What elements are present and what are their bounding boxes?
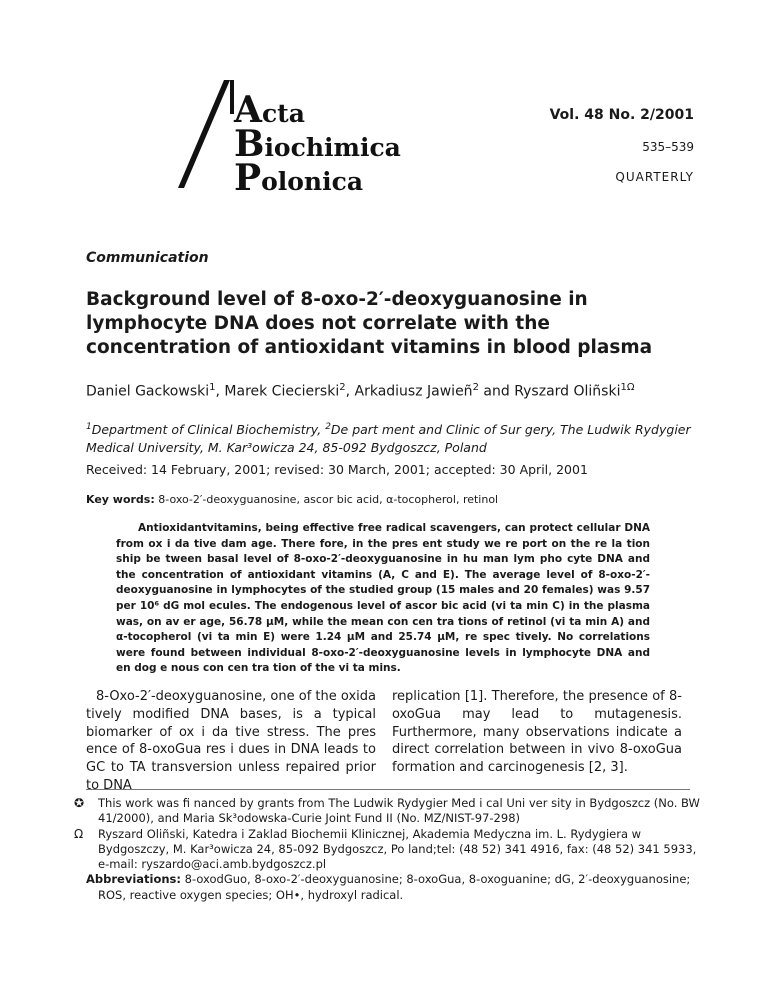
abbreviations-label: Abbreviations: (86, 872, 182, 887)
abstract (116, 521, 650, 677)
author-separator: , (345, 383, 355, 400)
abbreviations-text: 8-oxodGuo, 8-oxo-2′-deoxyguanosine; 8-oxoGua, 8-oxoguanine; dG, 2′-deoxyguanosine; ROS, reactive oxygen species; OH•, hydroxyl radical. (98, 872, 691, 902)
funding-text: This work was fi nanced by grants from The Ludwik Rydygier Med i cal Uni ver sity in Bydgoszcz (No. BW 41/2000), and Maria Sk³odowska-Curie Joint Fund II (No. MZ/NIST-97-298) (98, 796, 700, 826)
logo-line-acta: Acta (234, 89, 305, 131)
abbreviations-footnote (86, 872, 700, 903)
author-affil-mark: 2 (472, 382, 479, 393)
corresponding-text: Ryszard Oliñski, Katedra i Zaklad Biochemii Klinicznej, Akademia Medyczna im. L. Rydygiera w Bydgoszczy, M. Kar³owicza 24, 85-092 Bydgoszcz, Po land;tel: (48 52) 341 4916, fax: (48 52) 341 5933, e-mail: ryszardo@aci.amb.bydgoszcz.pl (98, 826, 697, 872)
author-affil-mark: 1Ω (620, 382, 635, 393)
corresponding-mark-icon: Ω (74, 826, 84, 841)
author-separator: , (215, 383, 225, 400)
author-affil-mark: 1 (209, 382, 216, 393)
author-name: Marek Ciecierski (224, 383, 340, 400)
affiliation-2: De part ment and Clinic of Sur gery, The Ludwik Rydygier Medical University, M. Kar³owicza 24, 85-092 Bydgoszcz, Poland (86, 422, 691, 456)
page-range: 535–539 (642, 140, 694, 154)
body-paragraph: replication [1]. Therefore, the presence of 8-oxoGua may lead to mutagenesis. Furthermore, many observations indicate a direct correlation between in vivo 8-oxoGua formation and carcinogenesis [2, 3]. (392, 689, 682, 776)
logo-slash-graphic (172, 78, 242, 190)
author-affil-mark: 2 (339, 382, 346, 393)
body-column-left (86, 688, 376, 795)
affiliations (86, 418, 696, 457)
author-name: Daniel Gackowski (86, 383, 210, 400)
footnote-divider (86, 789, 690, 790)
author-name: Ryszard Oliñski (514, 383, 621, 400)
logo-line-polonica: Polonica (234, 157, 364, 199)
journal-logo (172, 78, 408, 199)
publication-frequency: QUARTERLY (615, 170, 694, 184)
corresponding-footnote (74, 826, 700, 873)
author-separator: and (478, 383, 515, 400)
keywords-list: 8-oxo-2′-deoxyguanosine, ascor bic acid, α-tocopherol, retinol (158, 493, 499, 506)
funding-footnote (74, 796, 700, 827)
affil-mark-2: 2 (325, 422, 331, 432)
keywords (86, 493, 498, 506)
affiliation-1: Department of Clinical Biochemistry, (91, 422, 326, 438)
volume-info: Vol. 48 No. 2/2001 (549, 107, 694, 123)
received-dates: Received: 14 February, 2001; revised: 30 March, 2001; accepted: 30 April, 2001 (86, 462, 588, 477)
article-title: Background level of 8-oxo-2′-deoxyguanosine in lymphocyte DNA does not correlate with the concentration of antioxidant vitamins in blood plasma (86, 289, 653, 358)
section-label: Communication (86, 250, 209, 266)
author-list (86, 382, 706, 400)
footnotes (74, 796, 700, 903)
affil-mark-1: 1 (86, 422, 92, 432)
funding-mark-icon: ✪ (74, 796, 85, 810)
body-paragraph: 8-Oxo-2′-deoxyguanosine, one of the oxida tively modified DNA bases, is a typical biomarker of ox i da tive stress. The pres ence of 8-oxoGua res i dues in DNA leads to GC to TA transversion unless repaired prior to DNA (86, 689, 376, 793)
body-column-right (392, 688, 682, 777)
abstract-text: Antioxidantvitamins, being effective free radical scavengers, can protect cellular DNA from ox i da tive dam age. There fore, in the pres ent study we re port on the re la tion ship be tween basal level of 8-oxo-2′-deoxyguanosine in hu man lym pho cyte DNA and the concentration of antioxidant vitamins (A, C and E). The average level of 8-oxo-2′-deoxyguanosine in lymphocytes of the studied group (15 males and 20 females) was 9.57 per 10⁶ dG mol ecules. The endogenous level of ascor bic acid (vi ta min C) in the plasma was, on av er age, 56.78 μM, while the mean con cen tra tions of retinol (vi ta min A) and α-tocopherol (vi ta min E) were 1.24 μM and 25.74 μM, re spec tively. No correlations were found between individual 8-oxo-2′-deoxyguanosine levels in lymphocyte DNA and en dog e nous con cen tra tion of the vi ta mins. (116, 522, 650, 675)
keywords-label: Key words: (86, 493, 155, 506)
author-name: Arkadiusz Jawieñ (354, 383, 473, 400)
logo-line-biochimica: Biochimica (234, 123, 401, 165)
